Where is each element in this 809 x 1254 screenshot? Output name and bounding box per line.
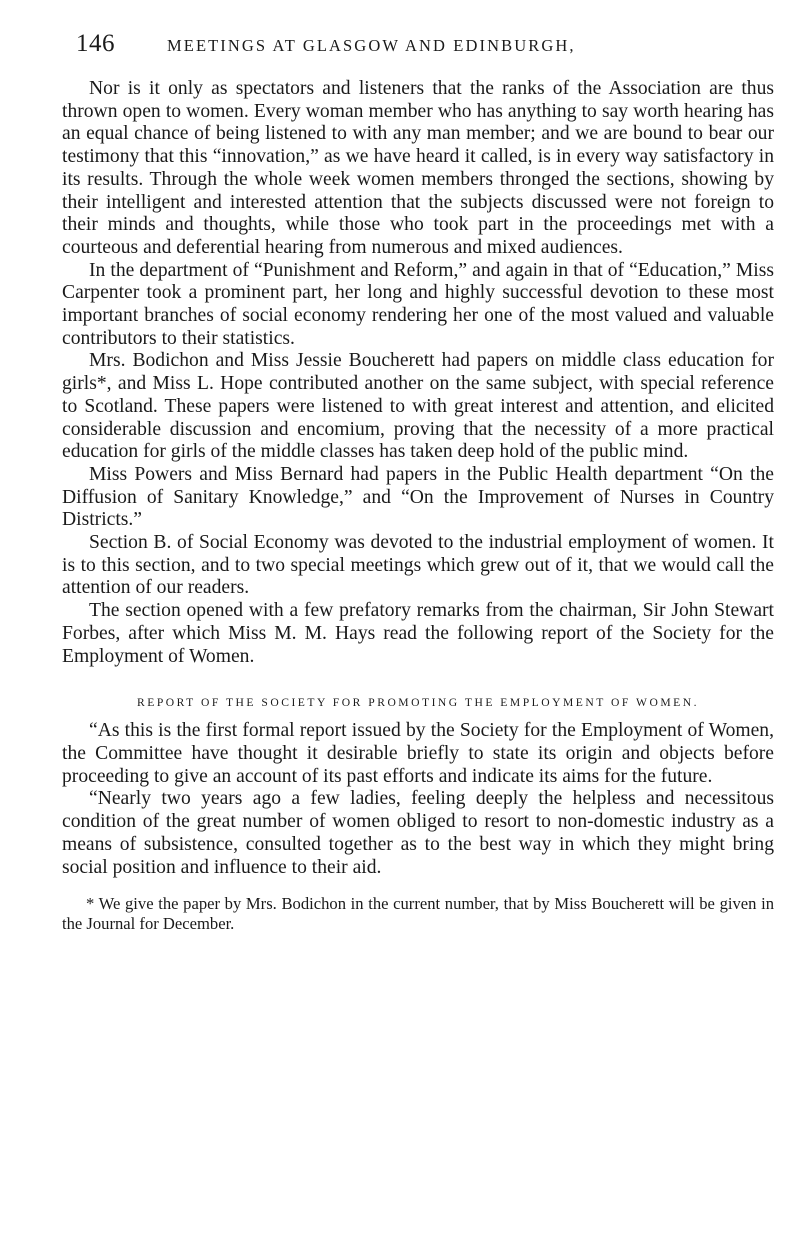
page-header: [62, 30, 774, 64]
page-number: 146: [76, 30, 115, 57]
report-paragraph-second: “Nearly two years ago a few ladies, feeling deeply the helpless and necessitous condition of the great number of women obliged to resort to non-domestic industry as a means of subsistence, consulted together as to the best way in which they might bring social position and influence to their aid.: [62, 788, 774, 878]
running-title: MEETINGS AT GLASGOW AND EDINBURGH,: [167, 36, 576, 55]
report-section-heading: REPORT OF THE SOCIETY FOR PROMOTING THE EMPLOYMENT OF WOMEN.: [137, 696, 699, 710]
footnote: * We give the paper by Mrs. Bodichon in the current number, that by Miss Boucherett will be given in the Journal for December.: [62, 894, 774, 933]
report-paragraph-first: “As this is the first formal report issued by the Society for the Employment of Women, the Committee have thought it desirable briefly to state its origin and objects before proceeding to give an account of its past efforts and indicate its aims for the future.: [62, 720, 774, 787]
paragraph-spectators: Nor is it only as spectators and listeners that the ranks of the Association are thus thrown open to women. Every woman member who has anything to say worth hearing has an equal chance of being listened to with any man member; and we are bound to bear our testimony that this “innovation,” as we have heard it called, is in every way satisfactory in its results. Through the whole week women members thronged the sections, showing by their intelligent and interested attention that the subjects discussed were not foreign to their minds and thoughts, while those who took part in the proceedings met with a courteous and deferential hearing from numerous and mixed audiences.: [62, 78, 774, 258]
book-page: [62, 30, 774, 950]
paragraph-section-b: Section B. of Social Economy was devoted to the industrial employment of women. It is to this section, and to two special meetings which grew out of it, that we would call the attention of our readers.: [62, 532, 774, 599]
body-text: [62, 78, 774, 668]
paragraph-public-health: Miss Powers and Miss Bernard had papers in the Public Health department “On the Diffusion of Sanitary Knowledge,” and “On the Improvement of Nurses in Country Districts.”: [62, 463, 774, 531]
paragraph-middle-class-education: Mrs. Bodichon and Miss Jessie Boucherett had papers on middle class education for girls*, and Miss L. Hope contributed another on the same subject, with special reference to Scotland. These papers were listened to with great interest and attention, and elicited considerable discussion and encomium, proving that the necessity of a more practical education for girls of the middle classes has taken deep hold of the public mind.: [62, 350, 774, 463]
report-text: [62, 720, 774, 879]
paragraph-punishment-reform: In the department of “Punishment and Reform,” and again in that of “Education,” Miss Carpenter took a prominent part, her long and highly successful devotion to these most important branches of social economy rendering her one of the most valued and valuable contributors to their statistics.: [62, 259, 774, 349]
paragraph-section-opened: The section opened with a few prefatory remarks from the chairman, Sir John Stewart Forbes, after which Miss M. M. Hays read the following report of the Society for the Employment of Women.: [62, 600, 774, 667]
